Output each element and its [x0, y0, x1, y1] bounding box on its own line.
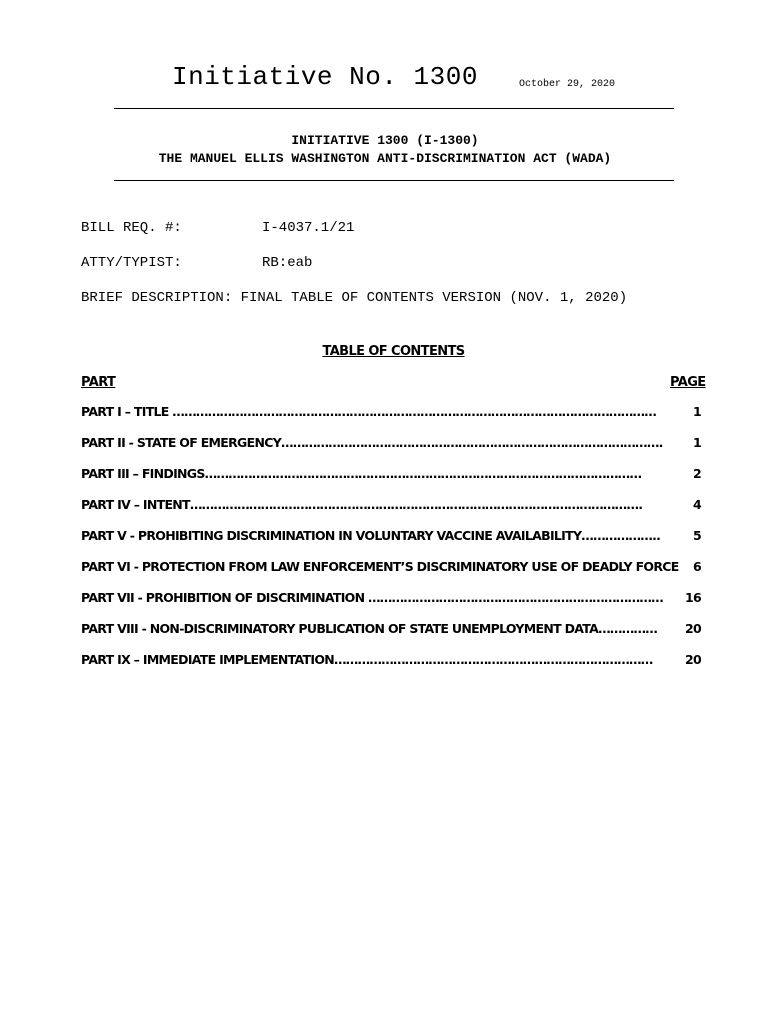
- toc-entry-page: 4: [693, 497, 701, 512]
- bottom-divider: [114, 180, 674, 181]
- toc-entry: [81, 497, 701, 528]
- toc-entry-page: 20: [685, 652, 701, 667]
- atty-typist-row: [81, 255, 312, 271]
- toc-heading: TABLE OF CONTENTS: [322, 344, 465, 359]
- document-title: Initiative No. 1300: [172, 62, 478, 92]
- toc-entry-label: PART VI - PROTECTION FROM LAW ENFORCEMENT’S DISCRIMINATORY USE OF DEADLY FORCE: [81, 559, 679, 574]
- toc-part-header: PART: [81, 375, 116, 390]
- toc-entry-label: PART III – FINDINGS…………………………………………………………………………………………………: [81, 466, 642, 481]
- initiative-number: INITIATIVE 1300 (I-1300): [291, 133, 479, 148]
- toc-entry: [81, 652, 701, 683]
- toc-entry-page: 1: [693, 435, 701, 450]
- toc-entry: [81, 559, 701, 590]
- toc-entry: [81, 590, 701, 621]
- toc-entry: [81, 435, 701, 466]
- toc-entry-label: PART VIII - NON-DISCRIMINATORY PUBLICATION OF STATE UNEMPLOYMENT DATA……………: [81, 621, 658, 636]
- initiative-name: THE MANUEL ELLIS WASHINGTON ANTI-DISCRIMINATION ACT (WADA): [158, 151, 612, 166]
- atty-typist-label: ATTY/TYPIST:: [81, 255, 182, 271]
- toc-entry: [81, 621, 701, 652]
- toc-entry-page: 16: [685, 590, 701, 605]
- toc-entry-page: 1: [693, 404, 701, 419]
- brief-description: BRIEF DESCRIPTION: FINAL TABLE OF CONTENTS VERSION (NOV. 1, 2020): [81, 290, 628, 306]
- toc-entry: [81, 528, 701, 559]
- bill-request-label: BILL REQ. #:: [81, 220, 182, 236]
- toc-entry-page: 6: [693, 559, 701, 574]
- toc-list: [81, 404, 701, 683]
- document-header: [172, 62, 478, 92]
- top-divider: [114, 108, 674, 109]
- toc-entry: [81, 466, 701, 497]
- bill-request-value: I-4037.1/21: [262, 220, 355, 236]
- toc-entry-label: PART IX – IMMEDIATE IMPLEMENTATION………………………………………………………………………: [81, 652, 653, 667]
- toc-entry-label: PART V - PROHIBITING DISCRIMINATION IN VOLUNTARY VACCINE AVAILABILITY………………..: [81, 528, 661, 543]
- initiative-heading: [0, 132, 770, 168]
- toc-entry-page: 2: [693, 466, 701, 481]
- toc-entry-label: PART VII - PROHIBITION OF DISCRIMINATION …………………………………………………………………: [81, 590, 663, 605]
- toc-entry-label: PART IV – INTENT…………………………………………………………………………………………………….: [81, 497, 643, 512]
- toc-entry-label: PART I – TITLE ……………………………………………………………………………………………………………: [81, 404, 657, 419]
- toc-entry-page: 5: [693, 528, 701, 543]
- bill-request-row: [81, 220, 354, 236]
- atty-typist-value: RB:eab: [262, 255, 313, 271]
- document-date: October 29, 2020: [519, 79, 616, 90]
- toc-entry: [81, 404, 701, 435]
- toc-entry-page: 20: [685, 621, 701, 636]
- toc-page-header: PAGE: [670, 375, 706, 390]
- toc-entry-label: PART II - STATE OF EMERGENCY…………………………………………………………………………………….: [81, 435, 663, 450]
